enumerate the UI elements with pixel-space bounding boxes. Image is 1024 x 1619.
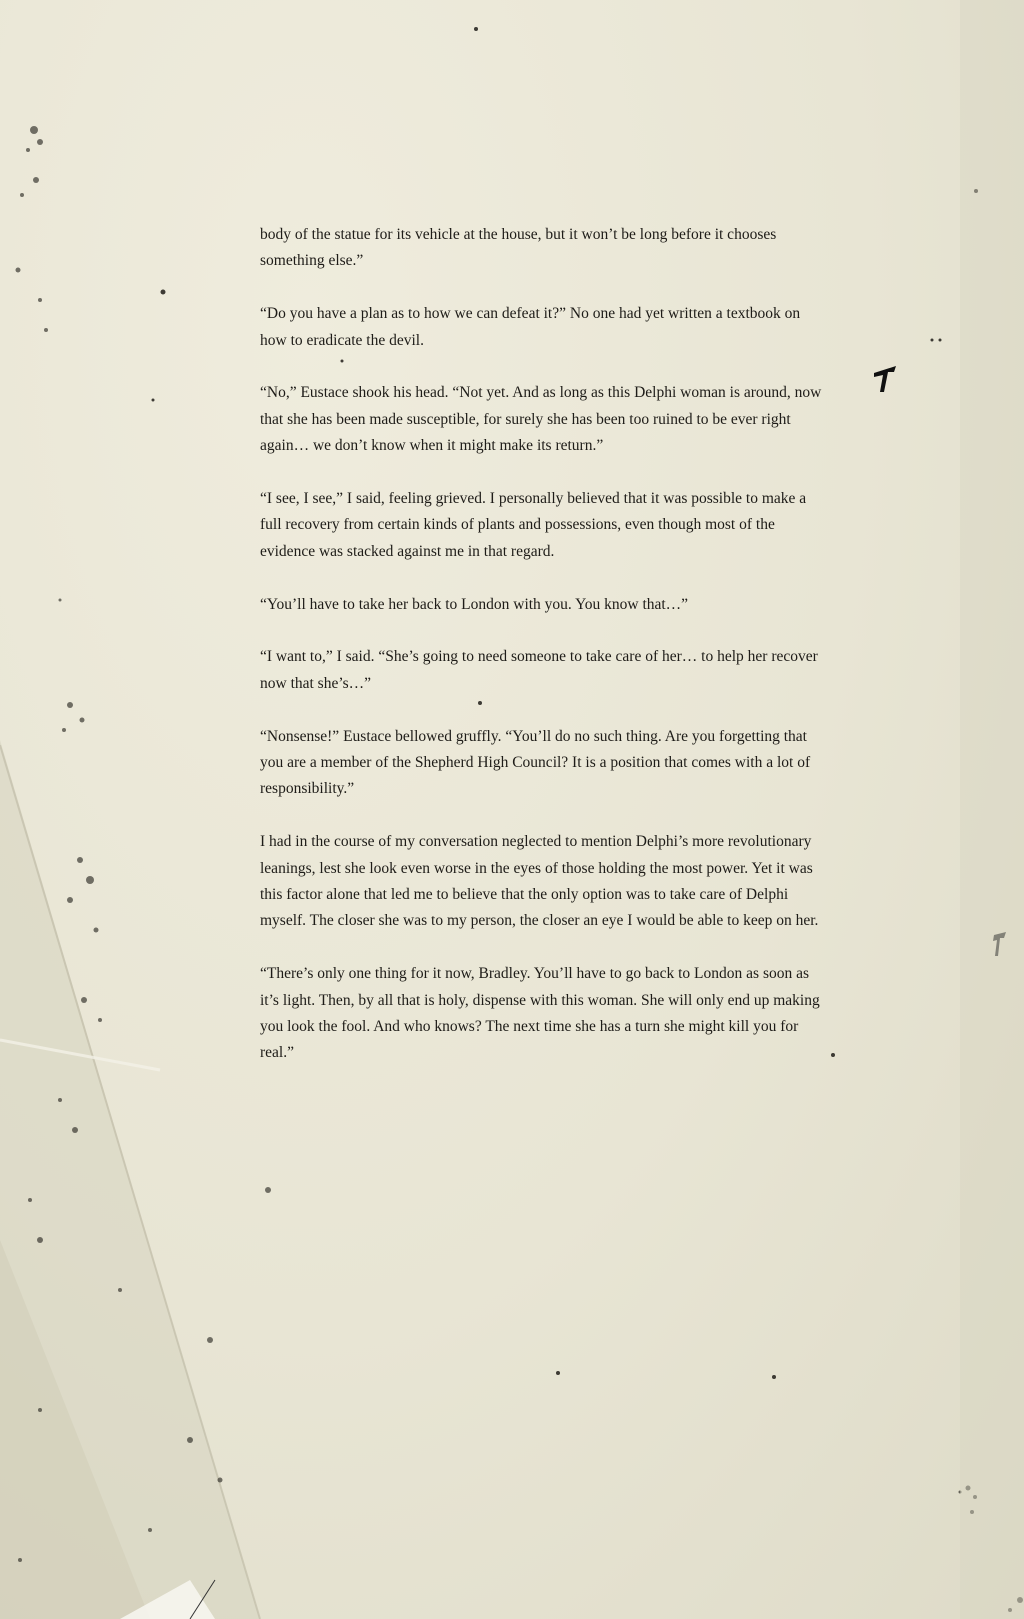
paragraph: “Do you have a plan as to how we can defeat it?” No one had yet written a textbook on how to eradicate the devil. [260, 305, 801, 349]
book-page-text [260, 222, 825, 1093]
paragraph: body of the statue for its vehicle at the house, but it won’t be long before it chooses something else.” [260, 226, 777, 270]
paragraph: “Nonsense!” Eustace bellowed gruffly. “You’ll do no such thing. Are you forgetting that you are a member of the Shepherd High Council? It is a position that comes with a lot of responsibility.” [260, 727, 811, 798]
paragraph: “No,” Eustace shook his head. “Not yet. And as long as this Delphi woman is around, now that she has been made susceptible, for surely she has been too ruined to be ever right again… we don’t know when it might make its return.” [260, 384, 822, 455]
paragraph: “You’ll have to take her back to London with you. You know that…” [260, 595, 689, 613]
paragraph: “There’s only one thing for it now, Bradley. You’ll have to go back to London as soon as it’s light. Then, by all that is holy, dispense with this woman. She will only end up making you look the fool. And who knows? The next time she has a turn she might kill you for real.” [260, 965, 820, 1062]
paragraph: I had in the course of my conversation neglected to mention Delphi’s more revolutionary leanings, lest she look even worse in the eyes of those holding the most power. Yet it was this factor alone that led me to believe that the only option was to take care of Delphi myself. The closer she was to my person, the closer an eye I would be able to keep on her. [260, 833, 819, 930]
paragraph: “I see, I see,” I said, feeling grieved. I personally believed that it was possible to make a full recovery from certain kinds of plants and possessions, even though most of the evidence was stacked against me in that regard. [260, 490, 807, 560]
paragraph: “I want to,” I said. “She’s going to need someone to take care of her… to help her recover now that she’s…” [260, 648, 818, 692]
